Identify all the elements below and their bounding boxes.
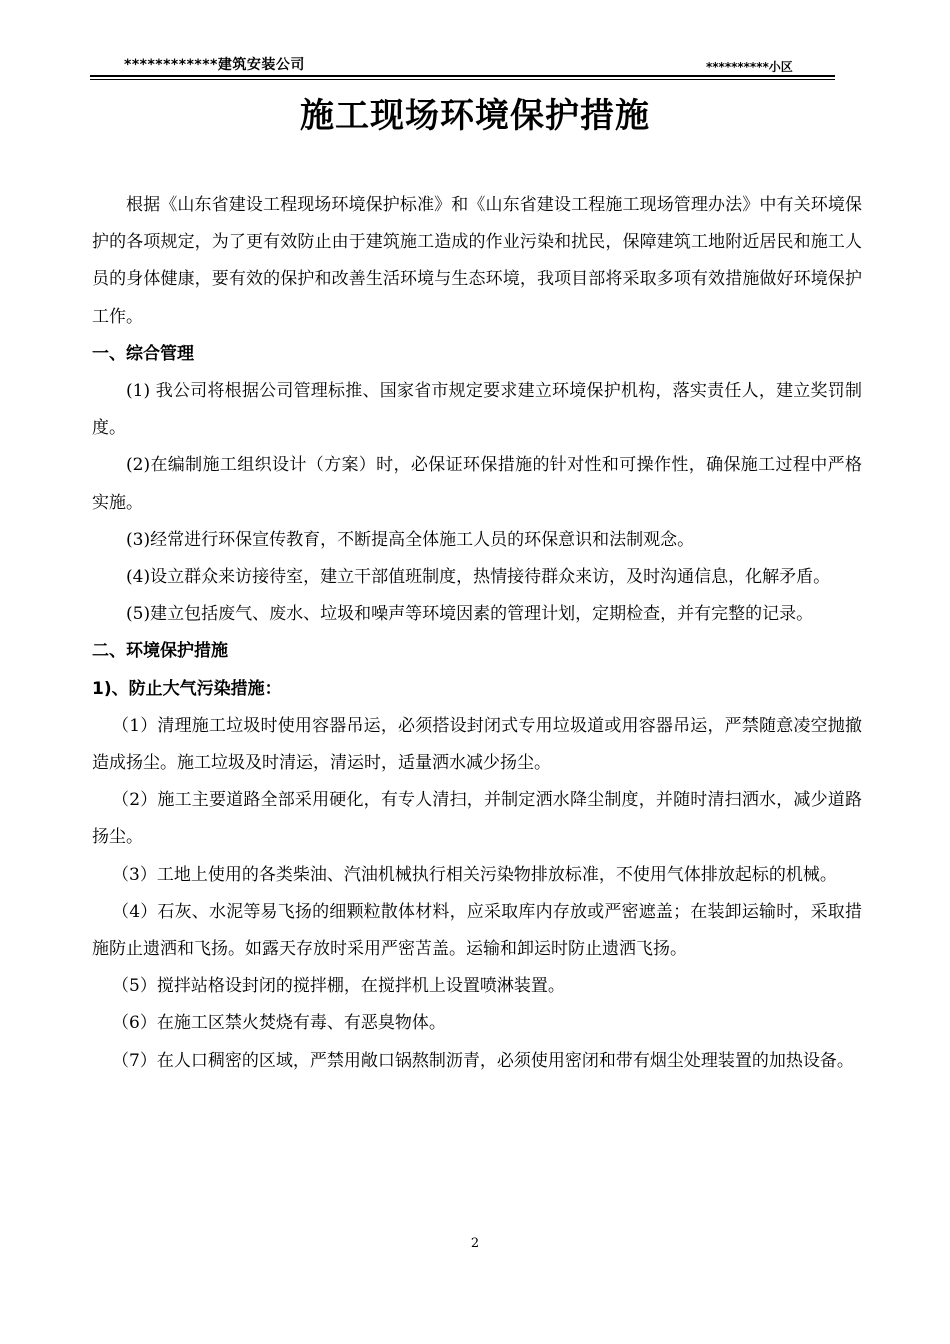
list-item: （2）施工主要道路全部采用硬化，有专人清扫，并制定洒水降尘制度，并随时清扫洒水，减少道路扬尘。 bbox=[92, 790, 862, 848]
header-rule bbox=[90, 75, 835, 77]
list-item: （1）清理施工垃圾时使用容器吊运，必须搭设封闭式专用垃圾道或用容器吊运，严禁随意凌空抛撤造成扬尘。施工垃圾及时清运，清运时，适量洒水减少扬尘。 bbox=[92, 715, 862, 774]
header-rule-thin bbox=[90, 79, 835, 80]
list-item: （5）搅拌站格设封闭的搅拌棚，在搅拌机上设置喷淋装置。 bbox=[112, 976, 565, 997]
company-name: ************建筑安装公司 bbox=[124, 57, 305, 73]
subsection-heading: 1)、防止大气污染措施： bbox=[92, 678, 282, 699]
list-item: (4)设立群众来访接待室，建立干部值班制度，热情接待群众来访，及时沟通信息，化解矛盾。 bbox=[126, 567, 831, 588]
page-number: 2 bbox=[470, 1236, 480, 1251]
section-heading: 二、环境保护措施 bbox=[92, 641, 228, 662]
list-item: （7）在人口稠密的区域，严禁用敞口锅熬制沥青，必须使用密闭和带有烟尘处理装置的加热设备。 bbox=[112, 1050, 854, 1071]
list-item: (1) 我公司将根据公司管理标推、国家省市规定要求建立环境保护机构，落实责任人，建立奖罚制度。 bbox=[92, 381, 862, 439]
list-item: (2)在编制施工组织设计（方案）时，必保证环保措施的针对性和可操作性，确保施工过程中严格实施。 bbox=[92, 455, 862, 513]
list-item: (3)经常进行环保宣传教育，不断提高全体施工人员的环保意识和法制观念。 bbox=[126, 529, 695, 550]
section-heading: 一、综合管理 bbox=[92, 343, 194, 364]
list-item: （3）工地上使用的各类柴油、汽油机械执行相关污染物排放标准，不使用气体排放起标的机械。 bbox=[112, 864, 837, 885]
document-title: 施工现场环境保护措施 bbox=[300, 96, 650, 136]
list-item: （6）在施工区禁火焚烧有毒、有恶臭物体。 bbox=[112, 1013, 446, 1034]
document-body bbox=[92, 187, 862, 1080]
intro-paragraph: 根据《山东省建设工程现场环境保护标准》和《山东省建设工程施工现场管理办法》中有关环境保护的各项规定，为了更有效防止由于建筑施工造成的作业污染和扰民，保障建筑工地附近居民和施工人员的身体健康，要有效的保护和改善生活环境与生态环境，我项目部将采取多项有效措施做好环境保护工作。 bbox=[92, 195, 862, 327]
list-item: (5)建立包括废气、废水、垃圾和噪声等环境因素的管理计划，定期检查，并有完整的记录。 bbox=[126, 604, 814, 625]
list-item: （4）石灰、水泥等易飞扬的细颗粒散体材料，应采取库内存放或严密遮盖；在装卸运输时，采取措施防止遗洒和飞扬。如露天存放时采用严密苫盖。运输和卸运时防止遗洒飞扬。 bbox=[92, 901, 862, 960]
project-name: **********小区 bbox=[706, 60, 793, 74]
